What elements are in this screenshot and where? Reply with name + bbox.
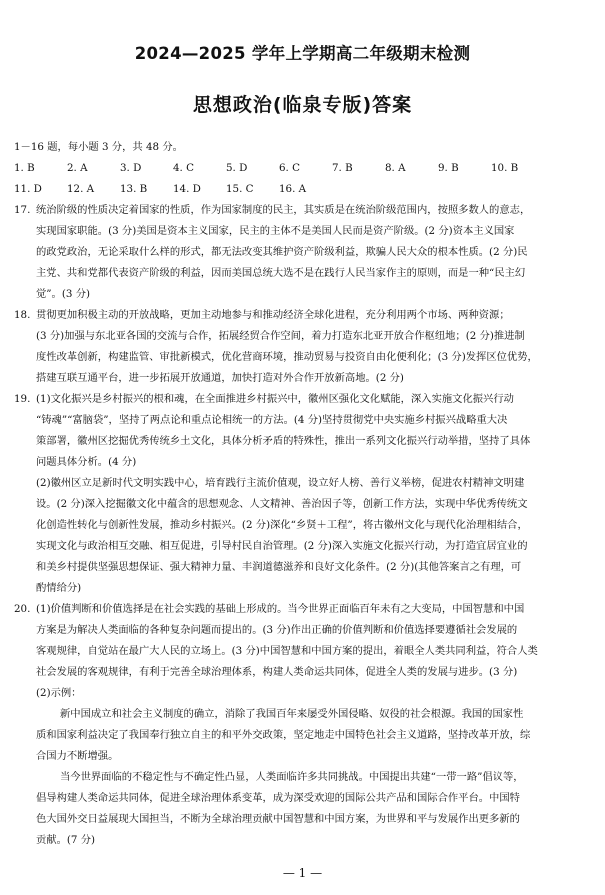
question-18 (14, 305, 594, 389)
mc-answer: 11. D (14, 183, 42, 195)
answer-line: 实现文化与政治相互交融、相互促进，引导村民自治管理。(2 分)深入实施文化振兴行动，为打造宜居宜业的 (36, 540, 528, 552)
answer-line: 搭建互联互通平台，进一步拓展开放通道，加快打造对外合作开放新高地。(2 分) (36, 372, 404, 384)
mc-answer: 4. C (173, 162, 194, 174)
mc-answer: 10. B (491, 162, 519, 174)
mc-answer: 14. D (173, 183, 201, 195)
answer-line: 和美乡村提供坚强思想保证、强大精神力量、丰润道德滋养和良好文化条件。(2 分)(其他答案言之有理，可 (36, 561, 522, 573)
mc-answer: 7. B (332, 162, 353, 174)
essay-line: 色大国外交日益展现大国担当，不断为全球治理贡献中国智慧和中国方案，为世界和平与发展作出更多新的 (36, 813, 520, 825)
essay-line: 质和国家利益决定了我国奉行独立自主的和平外交政策，坚定地走中国特色社会主义道路，坚持改革开放，综 (36, 729, 531, 741)
answer-line: 实现国家职能。(3 分)美国是资本主义国家，民主的主体不是美国人民而是资产阶级。(2 分)资本主义国家 (36, 225, 515, 237)
mc-answers-row-2 (14, 179, 594, 200)
answer-line: 客观规律，自觉站在最广大人民的立场上。(3 分)中国智慧和中国方案的提出，着眼全人类共同利益，符合人类 (36, 645, 538, 657)
mc-answer: 12. A (67, 183, 95, 195)
answer-line: 策部署，徽州区挖掘优秀传统乡土文化，具体分析矛盾的特殊性，推出一系列文化振兴行动举措，坚持了具体 (36, 435, 531, 447)
mc-instructions: 1－16 题，每小题 3 分，共 48 分。 (14, 141, 183, 153)
essay-line: 贡献。(7 分) (36, 834, 96, 846)
mc-answer: 8. A (385, 162, 406, 174)
question-number: 17. (14, 204, 31, 216)
mc-answer: 2. A (67, 162, 88, 174)
answer-line: 的政党政治，无论采取什么样的形式，都无法改变其维护资产阶级利益，欺骗人民大众的根本性质。(2 分)民 (36, 246, 528, 258)
answer-line: 化创造性转化与创新性发展，推动乡村振兴。(2 分)深化“乡贤＋工程”，将古徽州文化与现代化治理相结合， (36, 519, 528, 531)
question-answer (36, 200, 594, 305)
question-20 (14, 599, 594, 683)
answer-line: (2)徽州区立足新时代文明实践中心，培育践行主流价值观，设立好人榜、善行义举榜，促进农村精神文明建 (36, 477, 525, 489)
exam-title: 2024—2025 学年上学期高二年级期末检测 (134, 44, 471, 63)
answer-line: 主党、共和党都代表资产阶级的利益，因而美国总统大选不是在践行人民当家作主的原则，而是一种“民主幻 (36, 267, 526, 279)
essay-line: 倡导构建人类命运共同体，促进全球治理体系变革，成为深受欢迎的国际公共产品和国际合作平台。中国特 (36, 792, 520, 804)
mc-answer: 9. B (438, 162, 459, 174)
mc-answer: 1. B (14, 162, 35, 174)
question-19 (14, 389, 594, 599)
answer-subtitle: 思想政治(临泉专版)答案 (192, 94, 413, 116)
mc-answer: 16. A (279, 183, 307, 195)
answer-line: 酌情给分) (36, 582, 82, 594)
answer-line: 问题具体分析。(4 分) (36, 456, 137, 468)
answer-body (14, 137, 594, 851)
essay-paragraph-2 (14, 767, 594, 851)
essay-line: 合国力不断增强。 (36, 750, 119, 762)
example-label: (2)示例： (36, 687, 82, 699)
answer-line: (3 分)加强与东北亚各国的交流与合作，拓展经贸合作空间，着力打造东北亚开放合作枢纽地；(2 分)推进制 (36, 330, 525, 342)
answer-line: 统治阶级的性质决定着国家的性质，作为国家制度的民主，其实质是在统治阶级范围内，按照多数人的意志， (36, 204, 531, 216)
answer-line: “铸魂”“富脑袋”，坚持了两点论和重点论相统一的方法。(4 分)坚持贯彻党中央实施乡村振兴战略重大决 (36, 414, 508, 426)
question-answer (36, 389, 594, 599)
question-number: 18. (14, 309, 31, 321)
answer-line: 贯彻更加积极主动的开放战略，更加主动地参与和推动经济全球化进程，充分利用两个市场、两种资源； (36, 309, 510, 321)
mc-answer: 15. C (226, 183, 254, 195)
answer-line: 觉”。(3 分) (36, 288, 91, 300)
answer-line: 社会发展的客观规律，有利于完善全球治理体系，构建人类命运共同体，促进全人类的发展与进步。(3 分) (36, 666, 518, 678)
question-17 (14, 200, 594, 305)
mc-answers-row-1 (14, 158, 594, 179)
question-number: 19. (14, 393, 31, 405)
essay-line: 新中国成立和社会主义制度的确立，消除了我国百年来屡受外国侵略、奴役的社会根源。我国的国家性 (60, 708, 524, 720)
question-number: 20. (14, 603, 31, 615)
essay-line: 当今世界面临的不稳定性与不确定性凸显，人类面临许多共同挑战。中国提出共建“一带一路”倡议等， (60, 771, 524, 783)
page-number: — 1 — (282, 866, 323, 880)
essay-paragraph-1 (14, 704, 594, 767)
question-answer (36, 599, 594, 683)
answer-line: 度性改革创新，构建监管、审批新模式，优化营商环境，推动贸易与投资自由化便利化；(3 分)发挥区位优势， (36, 351, 538, 363)
answer-line: 方案是为解决人类面临的各种复杂问题而提出的。(3 分)作出正确的价值判断和价值选择要遵循社会发展的 (36, 624, 518, 636)
answer-line: 设。(2 分)深入挖掘徽文化中蕴含的思想观念、人文精神、善治因子等，创新工作方法，实现中华优秀传统文 (36, 498, 528, 510)
answer-line: (1)文化振兴是乡村振兴的根和魂，在全面推进乡村振兴中，徽州区强化文化赋能，深入实施文化振兴行动 (36, 393, 514, 405)
mc-answer: 5. D (226, 162, 248, 174)
answer-line: (1)价值判断和价值选择是在社会实践的基础上形成的。当今世界正面临百年未有之大变局，中国智慧和中国 (36, 603, 525, 615)
mc-answer: 3. D (120, 162, 142, 174)
mc-answer: 13. B (120, 183, 148, 195)
mc-answer: 6. C (279, 162, 300, 174)
question-answer (36, 305, 594, 389)
